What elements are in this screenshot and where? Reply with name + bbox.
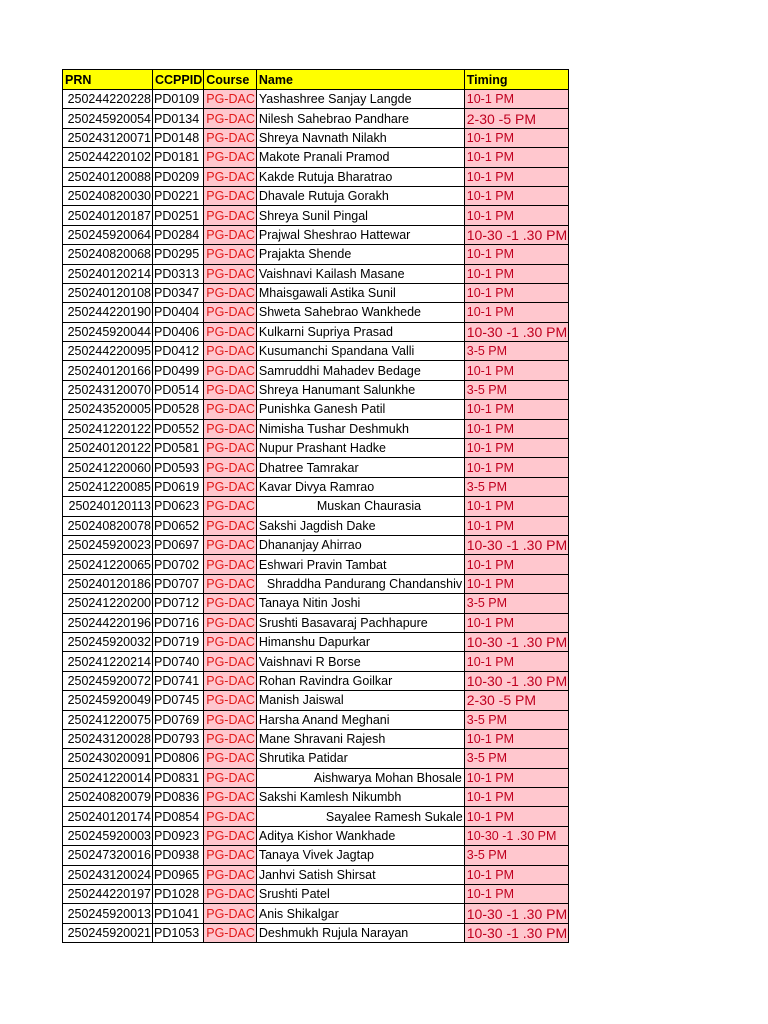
timing-cell[interactable]: 10-1 PM [464, 283, 568, 302]
name-cell[interactable]: Sakshi Kamlesh Nikumbh [256, 788, 464, 807]
ccppid-cell[interactable]: PD0593 [153, 458, 204, 477]
prn-cell[interactable]: 250245920054 [63, 109, 153, 128]
course-cell[interactable]: PG-DAC [204, 594, 257, 613]
prn-cell[interactable]: 250240120113 [63, 497, 153, 516]
course-cell[interactable]: PG-DAC [204, 574, 257, 593]
name-cell[interactable]: Sayalee Ramesh Sukale [256, 807, 464, 826]
course-cell[interactable]: PG-DAC [204, 788, 257, 807]
prn-cell[interactable]: 250245920003 [63, 826, 153, 845]
course-cell[interactable]: PG-DAC [204, 148, 257, 167]
prn-cell[interactable]: 250240120186 [63, 574, 153, 593]
table-row [63, 613, 569, 632]
prn-cell[interactable]: 250241220065 [63, 555, 153, 574]
course-cell[interactable]: PG-DAC [204, 729, 257, 748]
timing-cell[interactable]: 3-5 PM [464, 846, 568, 865]
ccppid-cell[interactable]: PD0712 [153, 594, 204, 613]
ccppid-cell[interactable]: PD1028 [153, 885, 204, 904]
table-row [63, 749, 569, 768]
ccppid-cell[interactable]: PD0528 [153, 400, 204, 419]
ccppid-cell[interactable]: PD0181 [153, 148, 204, 167]
course-cell[interactable]: PG-DAC [204, 826, 257, 845]
table-row [63, 148, 569, 167]
timing-cell[interactable]: 10-1 PM [464, 768, 568, 787]
table-row [63, 206, 569, 225]
timing-cell[interactable]: 10-30 -1 .30 PM [464, 225, 568, 244]
header-course[interactable]: Course [204, 70, 257, 90]
ccppid-cell[interactable]: PD0581 [153, 439, 204, 458]
ccppid-cell[interactable]: PD0251 [153, 206, 204, 225]
prn-cell[interactable]: 250243120071 [63, 128, 153, 147]
ccppid-cell[interactable]: PD0769 [153, 710, 204, 729]
ccppid-cell[interactable]: PD0514 [153, 380, 204, 399]
name-cell[interactable]: Shrutika Patidar [256, 749, 464, 768]
prn-cell[interactable]: 250240120214 [63, 264, 153, 283]
ccppid-cell[interactable]: PD0793 [153, 729, 204, 748]
timing-cell[interactable]: 10-30 -1 .30 PM [464, 535, 568, 554]
course-cell[interactable]: PG-DAC [204, 439, 257, 458]
ccppid-cell[interactable]: PD0347 [153, 283, 204, 302]
course-cell[interactable]: PG-DAC [204, 186, 257, 205]
timing-cell[interactable]: 10-1 PM [464, 574, 568, 593]
name-cell[interactable]: Aditya Kishor Wankhade [256, 826, 464, 845]
course-cell[interactable]: PG-DAC [204, 865, 257, 884]
name-cell[interactable]: Himanshu Dapurkar [256, 632, 464, 651]
timing-cell[interactable]: 2-30 -5 PM [464, 109, 568, 128]
name-cell[interactable]: Dhatree Tamrakar [256, 458, 464, 477]
timing-cell[interactable]: 10-1 PM [464, 303, 568, 322]
timing-cell[interactable]: 3-5 PM [464, 749, 568, 768]
name-cell[interactable]: Eshwari Pravin Tambat [256, 555, 464, 574]
prn-cell[interactable]: 250244220095 [63, 342, 153, 361]
prn-cell[interactable]: 250244220197 [63, 885, 153, 904]
course-cell[interactable]: PG-DAC [204, 206, 257, 225]
name-cell[interactable]: Manish Jaiswal [256, 691, 464, 710]
prn-cell[interactable]: 250240120088 [63, 167, 153, 186]
name-cell[interactable]: Tanaya Vivek Jagtap [256, 846, 464, 865]
name-cell[interactable]: Prajakta Shende [256, 245, 464, 264]
timing-cell[interactable]: 3-5 PM [464, 594, 568, 613]
name-cell[interactable]: Anis Shikalgar [256, 904, 464, 923]
timing-cell[interactable]: 10-1 PM [464, 885, 568, 904]
ccppid-cell[interactable]: PD0109 [153, 90, 204, 109]
course-cell[interactable]: PG-DAC [204, 807, 257, 826]
table-row [63, 361, 569, 380]
table-row [63, 632, 569, 651]
course-cell[interactable]: PG-DAC [204, 652, 257, 671]
timing-cell[interactable]: 10-1 PM [464, 652, 568, 671]
timing-cell[interactable]: 3-5 PM [464, 342, 568, 361]
ccppid-cell[interactable]: PD0831 [153, 768, 204, 787]
name-cell[interactable]: Dhavale Rutuja Gorakh [256, 186, 464, 205]
prn-cell[interactable]: 250240820078 [63, 516, 153, 535]
header-timing[interactable]: Timing [464, 70, 568, 90]
timing-cell[interactable]: 10-1 PM [464, 555, 568, 574]
table-row [63, 555, 569, 574]
course-cell[interactable]: PG-DAC [204, 342, 257, 361]
timing-cell[interactable]: 10-30 -1 .30 PM [464, 632, 568, 651]
header-prn[interactable]: PRN [63, 70, 153, 90]
course-cell[interactable]: PG-DAC [204, 710, 257, 729]
course-cell[interactable]: PG-DAC [204, 923, 257, 942]
prn-cell[interactable]: 250240120122 [63, 439, 153, 458]
name-cell[interactable]: Samruddhi Mahadev Bedage [256, 361, 464, 380]
course-cell[interactable]: PG-DAC [204, 458, 257, 477]
table-row [63, 885, 569, 904]
table-row [63, 594, 569, 613]
timing-cell[interactable]: 10-1 PM [464, 419, 568, 438]
course-cell[interactable]: PG-DAC [204, 128, 257, 147]
ccppid-cell[interactable]: PD0854 [153, 807, 204, 826]
timing-cell[interactable]: 10-1 PM [464, 245, 568, 264]
name-cell[interactable]: Makote Pranali Pramod [256, 148, 464, 167]
name-cell[interactable]: Srushti Patel [256, 885, 464, 904]
prn-cell[interactable]: 250240120108 [63, 283, 153, 302]
table-row [63, 710, 569, 729]
prn-cell[interactable]: 250241220075 [63, 710, 153, 729]
header-name[interactable]: Name [256, 70, 464, 90]
table-row [63, 186, 569, 205]
ccppid-cell[interactable]: PD1053 [153, 923, 204, 942]
course-cell[interactable]: PG-DAC [204, 264, 257, 283]
ccppid-cell[interactable]: PD0295 [153, 245, 204, 264]
table-row [63, 109, 569, 128]
ccppid-cell[interactable]: PD0313 [153, 264, 204, 283]
table-row [63, 729, 569, 748]
prn-cell[interactable]: 250244220196 [63, 613, 153, 632]
timing-cell[interactable]: 10-1 PM [464, 439, 568, 458]
timing-cell[interactable]: 10-1 PM [464, 206, 568, 225]
table-row [63, 788, 569, 807]
table-row [63, 264, 569, 283]
table-row [63, 90, 569, 109]
course-cell[interactable]: PG-DAC [204, 167, 257, 186]
timing-cell[interactable]: 10-1 PM [464, 458, 568, 477]
ccppid-cell[interactable]: PD0938 [153, 846, 204, 865]
table-row [63, 167, 569, 186]
timing-cell[interactable]: 10-1 PM [464, 497, 568, 516]
timing-cell[interactable]: 10-1 PM [464, 264, 568, 283]
prn-cell[interactable]: 250245920072 [63, 671, 153, 690]
name-cell[interactable]: Harsha Anand Meghani [256, 710, 464, 729]
table-row [63, 400, 569, 419]
ccppid-cell[interactable]: PD0652 [153, 516, 204, 535]
table-row [63, 458, 569, 477]
timing-cell[interactable]: 10-1 PM [464, 361, 568, 380]
table-row [63, 904, 569, 923]
course-cell[interactable]: PG-DAC [204, 555, 257, 574]
course-cell[interactable]: PG-DAC [204, 419, 257, 438]
name-cell[interactable]: Yashashree Sanjay Langde [256, 90, 464, 109]
prn-cell[interactable]: 250240120187 [63, 206, 153, 225]
table-body [63, 90, 569, 943]
ccppid-cell[interactable]: PD0209 [153, 167, 204, 186]
course-cell[interactable]: PG-DAC [204, 303, 257, 322]
name-cell[interactable]: Deshmukh Rujula Narayan [256, 923, 464, 942]
prn-cell[interactable]: 250241220214 [63, 652, 153, 671]
name-cell[interactable]: Janhvi Satish Shirsat [256, 865, 464, 884]
table-row [63, 245, 569, 264]
name-cell[interactable]: Kulkarni Supriya Prasad [256, 322, 464, 341]
ccppid-cell[interactable]: PD0741 [153, 671, 204, 690]
prn-cell[interactable]: 250244220102 [63, 148, 153, 167]
ccppid-cell[interactable]: PD0284 [153, 225, 204, 244]
prn-cell[interactable]: 250240820079 [63, 788, 153, 807]
table-row [63, 574, 569, 593]
course-cell[interactable]: PG-DAC [204, 380, 257, 399]
ccppid-cell[interactable]: PD0702 [153, 555, 204, 574]
prn-cell[interactable]: 250243120070 [63, 380, 153, 399]
prn-cell[interactable]: 250241220122 [63, 419, 153, 438]
course-cell[interactable]: PG-DAC [204, 904, 257, 923]
table-row [63, 342, 569, 361]
name-cell[interactable]: Srushti Basavaraj Pachhapure [256, 613, 464, 632]
table-row [63, 768, 569, 787]
ccppid-cell[interactable]: PD0221 [153, 186, 204, 205]
course-cell[interactable]: PG-DAC [204, 245, 257, 264]
name-cell[interactable]: Shraddha Pandurang Chandanshiv [256, 574, 464, 593]
table-row [63, 826, 569, 845]
ccppid-cell[interactable]: PD0707 [153, 574, 204, 593]
timing-cell[interactable]: 3-5 PM [464, 710, 568, 729]
table-row [63, 497, 569, 516]
ccppid-cell[interactable]: PD0623 [153, 497, 204, 516]
prn-cell[interactable]: 250241220060 [63, 458, 153, 477]
table-row [63, 535, 569, 554]
course-cell[interactable]: PG-DAC [204, 225, 257, 244]
course-cell[interactable]: PG-DAC [204, 671, 257, 690]
table-row [63, 691, 569, 710]
table-row [63, 923, 569, 942]
prn-cell[interactable]: 250243520005 [63, 400, 153, 419]
name-cell[interactable]: Mhaisgawali Astika Sunil [256, 283, 464, 302]
ccppid-cell[interactable]: PD0719 [153, 632, 204, 651]
timing-cell[interactable]: 10-30 -1 .30 PM [464, 904, 568, 923]
table-row [63, 846, 569, 865]
timing-cell[interactable]: 10-1 PM [464, 729, 568, 748]
ccppid-cell[interactable]: PD0148 [153, 128, 204, 147]
timing-cell[interactable]: 10-1 PM [464, 167, 568, 186]
name-cell[interactable]: Rohan Ravindra Goilkar [256, 671, 464, 690]
ccppid-cell[interactable]: PD0965 [153, 865, 204, 884]
table-row [63, 671, 569, 690]
prn-cell[interactable]: 250240120166 [63, 361, 153, 380]
prn-cell[interactable]: 250241220085 [63, 477, 153, 496]
table-row [63, 516, 569, 535]
timing-cell[interactable]: 10-1 PM [464, 807, 568, 826]
prn-cell[interactable]: 250244220190 [63, 303, 153, 322]
prn-cell[interactable]: 250245920032 [63, 632, 153, 651]
course-cell[interactable]: PG-DAC [204, 613, 257, 632]
table-row [63, 419, 569, 438]
ccppid-cell[interactable]: PD1041 [153, 904, 204, 923]
prn-cell[interactable]: 250245920023 [63, 535, 153, 554]
name-cell[interactable]: Punishka Ganesh Patil [256, 400, 464, 419]
ccppid-cell[interactable]: PD0552 [153, 419, 204, 438]
ccppid-cell[interactable]: PD0619 [153, 477, 204, 496]
timing-cell[interactable]: 10-1 PM [464, 613, 568, 632]
table-row [63, 322, 569, 341]
ccppid-cell[interactable]: PD0134 [153, 109, 204, 128]
name-cell[interactable]: Tanaya Nitin Joshi [256, 594, 464, 613]
name-cell[interactable]: Muskan Chaurasia [256, 497, 464, 516]
timing-cell[interactable]: 10-1 PM [464, 186, 568, 205]
timing-cell[interactable]: 10-30 -1 .30 PM [464, 826, 568, 845]
prn-cell[interactable]: 250241220200 [63, 594, 153, 613]
course-cell[interactable]: PG-DAC [204, 322, 257, 341]
name-cell[interactable]: Shreya Hanumant Salunkhe [256, 380, 464, 399]
table-row [63, 652, 569, 671]
ccppid-cell[interactable]: PD0404 [153, 303, 204, 322]
header-row [63, 70, 569, 90]
course-cell[interactable]: PG-DAC [204, 90, 257, 109]
timing-cell[interactable]: 2-30 -5 PM [464, 691, 568, 710]
course-cell[interactable]: PG-DAC [204, 691, 257, 710]
name-cell[interactable]: Kusumanchi Spandana Valli [256, 342, 464, 361]
name-cell[interactable]: Sakshi Jagdish Dake [256, 516, 464, 535]
ccppid-cell[interactable]: PD0406 [153, 322, 204, 341]
name-cell[interactable]: Nilesh Sahebrao Pandhare [256, 109, 464, 128]
name-cell[interactable]: Kavar Divya Ramrao [256, 477, 464, 496]
name-cell[interactable]: Nimisha Tushar Deshmukh [256, 419, 464, 438]
course-cell[interactable]: PG-DAC [204, 516, 257, 535]
course-cell[interactable]: PG-DAC [204, 632, 257, 651]
timing-cell[interactable]: 10-30 -1 .30 PM [464, 322, 568, 341]
course-cell[interactable]: PG-DAC [204, 846, 257, 865]
ccppid-cell[interactable]: PD0923 [153, 826, 204, 845]
course-cell[interactable]: PG-DAC [204, 885, 257, 904]
prn-cell[interactable]: 250240120174 [63, 807, 153, 826]
prn-cell[interactable]: 250243020091 [63, 749, 153, 768]
prn-cell[interactable]: 250245920049 [63, 691, 153, 710]
course-cell[interactable]: PG-DAC [204, 361, 257, 380]
ccppid-cell[interactable]: PD0697 [153, 535, 204, 554]
name-cell[interactable]: Dhananjay Ahirrao [256, 535, 464, 554]
student-timing-table [62, 69, 569, 943]
ccppid-cell[interactable]: PD0412 [153, 342, 204, 361]
course-cell[interactable]: PG-DAC [204, 400, 257, 419]
timing-cell[interactable]: 10-30 -1 .30 PM [464, 923, 568, 942]
course-cell[interactable]: PG-DAC [204, 749, 257, 768]
name-cell[interactable]: Shreya Sunil Pingal [256, 206, 464, 225]
prn-cell[interactable]: 250243120028 [63, 729, 153, 748]
header-ccppid[interactable]: CCPPID [153, 70, 204, 90]
name-cell[interactable]: Mane Shravani Rajesh [256, 729, 464, 748]
ccppid-cell[interactable]: PD0836 [153, 788, 204, 807]
prn-cell[interactable]: 250244220228 [63, 90, 153, 109]
ccppid-cell[interactable]: PD0716 [153, 613, 204, 632]
course-cell[interactable]: PG-DAC [204, 768, 257, 787]
ccppid-cell[interactable]: PD0745 [153, 691, 204, 710]
name-cell[interactable]: Aishwarya Mohan Bhosale [256, 768, 464, 787]
prn-cell[interactable]: 250247320016 [63, 846, 153, 865]
prn-cell[interactable]: 250245920044 [63, 322, 153, 341]
prn-cell[interactable]: 250240820068 [63, 245, 153, 264]
ccppid-cell[interactable]: PD0740 [153, 652, 204, 671]
table-row [63, 380, 569, 399]
ccppid-cell[interactable]: PD0806 [153, 749, 204, 768]
prn-cell[interactable]: 250245920021 [63, 923, 153, 942]
name-cell[interactable]: Prajwal Sheshrao Hattewar [256, 225, 464, 244]
course-cell[interactable]: PG-DAC [204, 477, 257, 496]
timing-cell[interactable]: 10-1 PM [464, 516, 568, 535]
timing-cell[interactable]: 10-30 -1 .30 PM [464, 671, 568, 690]
name-cell[interactable]: Shreya Navnath Nilakh [256, 128, 464, 147]
name-cell[interactable]: Nupur Prashant Hadke [256, 439, 464, 458]
ccppid-cell[interactable]: PD0499 [153, 361, 204, 380]
prn-cell[interactable]: 250245920064 [63, 225, 153, 244]
name-cell[interactable]: Shweta Sahebrao Wankhede [256, 303, 464, 322]
timing-cell[interactable]: 10-1 PM [464, 90, 568, 109]
table-row [63, 807, 569, 826]
table-row [63, 477, 569, 496]
course-cell[interactable]: PG-DAC [204, 109, 257, 128]
course-cell[interactable]: PG-DAC [204, 283, 257, 302]
table-row [63, 865, 569, 884]
course-cell[interactable]: PG-DAC [204, 497, 257, 516]
timing-cell[interactable]: 3-5 PM [464, 477, 568, 496]
timing-cell[interactable]: 10-1 PM [464, 148, 568, 167]
table-row [63, 439, 569, 458]
table-row [63, 128, 569, 147]
prn-cell[interactable]: 250240820030 [63, 186, 153, 205]
table-row [63, 283, 569, 302]
course-cell[interactable]: PG-DAC [204, 535, 257, 554]
timing-cell[interactable]: 10-1 PM [464, 400, 568, 419]
table-row [63, 225, 569, 244]
prn-cell[interactable]: 250245920013 [63, 904, 153, 923]
timing-cell[interactable]: 10-1 PM [464, 128, 568, 147]
timing-cell[interactable]: 3-5 PM [464, 380, 568, 399]
prn-cell[interactable]: 250241220014 [63, 768, 153, 787]
table-row [63, 303, 569, 322]
timing-cell[interactable]: 10-1 PM [464, 865, 568, 884]
name-cell[interactable]: Kakde Rutuja Bharatrao [256, 167, 464, 186]
name-cell[interactable]: Vaishnavi Kailash Masane [256, 264, 464, 283]
timing-cell[interactable]: 10-1 PM [464, 788, 568, 807]
prn-cell[interactable]: 250243120024 [63, 865, 153, 884]
name-cell[interactable]: Vaishnavi R Borse [256, 652, 464, 671]
